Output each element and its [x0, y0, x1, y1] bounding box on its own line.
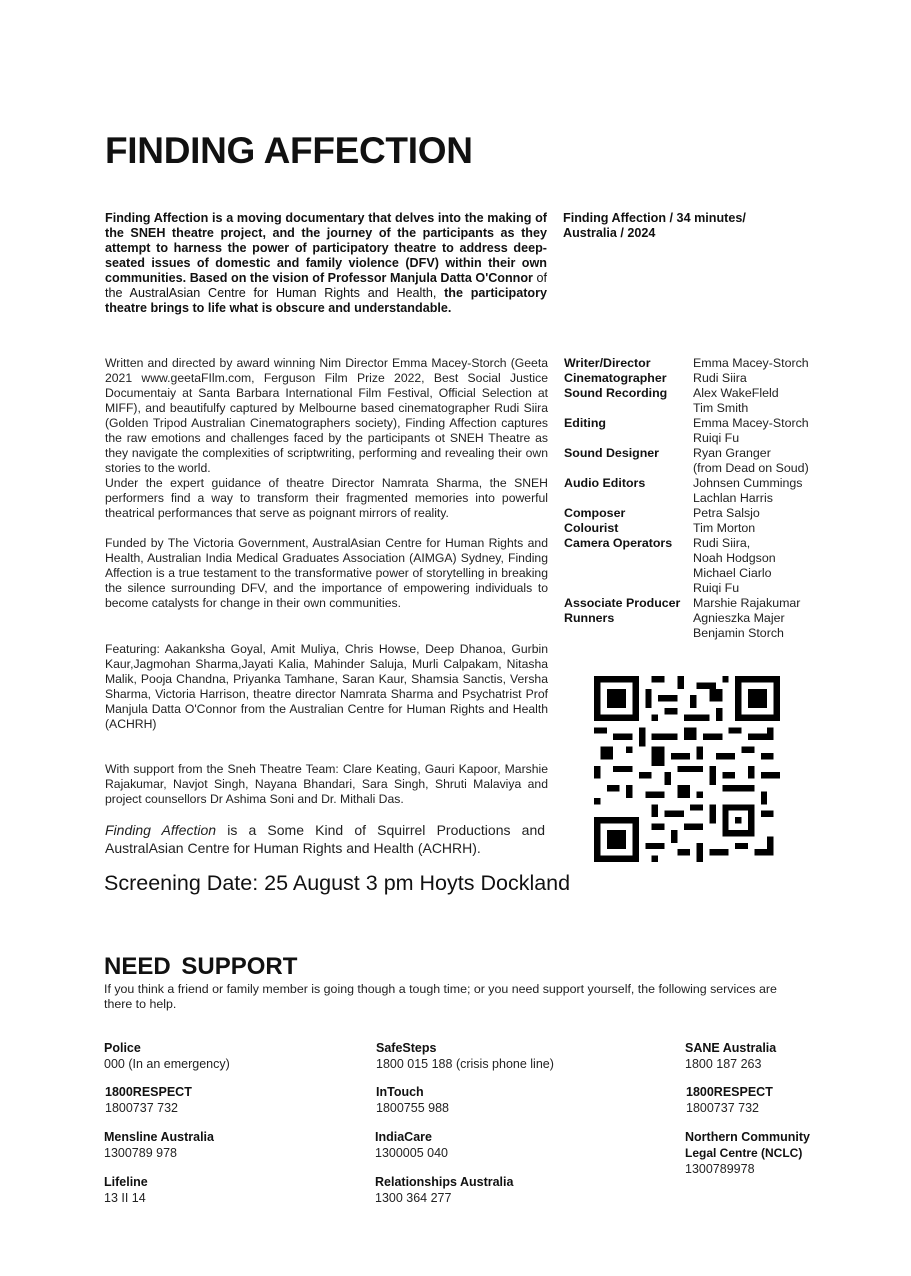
credit-row — [564, 416, 824, 446]
credits-list — [564, 356, 824, 641]
service-sane-australia: SANE Australia 1800 187 263 — [685, 1041, 777, 1071]
document-title: FINDING AFFECTION — [105, 130, 473, 171]
credit-row — [564, 521, 824, 536]
credit-row — [564, 356, 824, 371]
credit-name: Noah Hodgson — [693, 551, 776, 565]
credit-name: Rudi Siira — [693, 371, 747, 385]
credit-names — [693, 596, 800, 611]
paragraph-direction: Written and directed by award winning Nim Director Emma Macey-Storch (Geeta 2021 www.geetaFIlm.com, Ferguson Film Prize 2022, Best Social Justice Documentaiy at Santa Barbara International Film Festival, Official Selection at MIFF), and beautifulfy captured by Melbourne based cinematographer Rudi Siira (Golden Tripod Australian Cinematographers society), Finding Affection captures the raw emotions and challenges faced by the participants ot SNEH Theatre as they navigate the complexities of scriptwriting, performing and revealing their own stories to the world. — [105, 356, 548, 475]
credit-name: Ruiqi Fu — [693, 431, 740, 445]
service-indiacare: IndiaCare 1300005 040 — [375, 1130, 448, 1160]
service-1800respect: 1800RESPECT 1800737 732 — [105, 1085, 192, 1115]
credit-name: Benjamin Storch — [693, 626, 784, 640]
credit-name: Emma Macey-Storch — [693, 356, 809, 370]
intro-bold-text: Finding Affection is a moving documentary that delves into the making of the SNEH theatre project, and the journey of the participants as they attempt to harness the power of participatory theatre to address deep-seated issues of domestic and family violence (DFV) within their own communities. Based on the vision of Professor Manjula Datta O'Connor — [105, 211, 547, 285]
credit-name: Alex WakeFleld — [693, 386, 779, 400]
credit-name: Emma Macey-Storch — [693, 416, 809, 430]
credit-name: Petra Salsjo — [693, 506, 760, 520]
credit-name: Tim Morton — [693, 521, 756, 535]
credit-names — [693, 521, 755, 536]
production-text: is a Some Kind of Squirrel Productions and AustralAsian Centre for Human Rights and Health (ACHRH). — [105, 822, 546, 856]
credit-names — [693, 506, 760, 521]
paragraph-guidance: Under the expert guidance of theatre Director Namrata Sharma, the SNEH performers find a way to transform their fragmented memories into powerful theatrical performances that serve as poignant mirrors of reality. — [105, 476, 548, 520]
credit-role: Runners — [564, 611, 615, 625]
film-title-italic: Finding Affection — [105, 822, 217, 838]
paragraph-funding: Funded by The Victoria Government, AustralAsian Centre for Human Rights and Health, Australian India Medical Graduates Association (AIMGA) Sydney, Finding Affection is a true testament to the transformative power of storytelling in breaking the silence surrounding DFV, and the importance of empowering individuals to become catalysts for change in their own communities. — [105, 536, 548, 610]
service-intouch: InTouch 1800755 988 — [376, 1085, 449, 1115]
intro-plain-text: of the AustralAsian Centre for Human Rights and Health, — [105, 271, 547, 300]
credit-names — [693, 386, 779, 416]
film-meta: Finding Affection / 34 minutes/ Australia / 2024 — [563, 211, 746, 240]
credit-name: Johnsen Cummings — [693, 476, 803, 490]
credit-role: Sound Recording — [564, 386, 668, 400]
credit-name: Michael Ciarlo — [693, 566, 772, 580]
credit-role: Composer — [564, 506, 626, 520]
credit-role: Colourist — [564, 521, 619, 535]
credit-name: Rudi Siira, — [693, 536, 751, 550]
credit-role: Audio Editors — [564, 476, 646, 490]
credit-name: Lachlan Harris — [693, 491, 773, 505]
credit-names — [693, 536, 776, 596]
service-mensline: Mensline Australia 1300789 978 — [104, 1130, 214, 1160]
credit-role: Camera Operators — [564, 536, 673, 550]
service-1800respect-2: 1800RESPECT 1800737 732 — [686, 1085, 773, 1115]
paragraph-featuring: Featuring: Aakanksha Goyal, Amit Muliya, Chris Howse, Deep Dhanoa, Gurbin Kaur,Jagmohan Sharma,Jayati Kalia, Mahinder Saluja, Murli Calpakam, Nitasha Malik, Pooja Chandna, Priyanka Tamhane, Saran Kaur, Shamsia Sanctis, Versha Sharma, Victoria Harrison, theatre director Namrata Sharma and Psychatrist Prof Manjula Datta O'Connor from the Australian Centre for Human Rights and Health (ACHRH) — [105, 642, 548, 731]
credit-name: Ryan Granger — [693, 446, 771, 460]
credit-names — [693, 476, 803, 506]
service-lifeline: Lifeline 13 II 14 — [104, 1175, 148, 1205]
credit-row — [564, 476, 824, 506]
credit-row — [564, 446, 824, 476]
credit-row — [564, 506, 824, 521]
credit-names — [693, 416, 809, 446]
credit-names — [693, 371, 747, 386]
screening-date: Screening Date: 25 August 3 pm Hoyts Dockland — [104, 871, 571, 895]
credit-role: Cinematographer — [564, 371, 667, 385]
support-description: If you think a friend or family member is going though a tough time; or you need support yourself, the following services are there to help. — [104, 982, 777, 1011]
credit-name: Marshie Rajakumar — [693, 596, 801, 610]
credit-role: Sound Designer — [564, 446, 660, 460]
credit-name: (from Dead on Soud) — [693, 461, 809, 475]
credit-row — [564, 386, 824, 416]
credit-row — [564, 536, 824, 596]
credit-role: Writer/Director — [564, 356, 651, 370]
service-relationships-australia: Relationships Australia 1300 364 277 — [375, 1175, 514, 1205]
credit-role: Associate Producer — [564, 596, 681, 610]
credit-row — [564, 371, 824, 386]
credit-row — [564, 596, 824, 611]
credit-name: Tim Smith — [693, 401, 749, 415]
qr-code[interactable] — [594, 676, 780, 862]
paragraph-production — [105, 821, 545, 857]
credit-names — [693, 356, 809, 371]
paragraph-support-team: With support from the Sneh Theatre Team: Clare Keating, Gauri Kapoor, Marshie Rajakumar, Navjot Singh, Nayana Bhandari, Sara Singh, Shruti Malaviya and project counsellors Dr Ashima Soni and Dr. Mithali Das. — [105, 762, 548, 806]
credit-names — [693, 611, 785, 641]
credit-row — [564, 611, 824, 641]
service-police: Police 000 (In an emergency) — [104, 1041, 230, 1071]
credit-names — [693, 446, 809, 476]
credit-role: Editing — [564, 416, 606, 430]
credit-name: Ruiqi Fu — [693, 581, 740, 595]
support-heading: NEED SUPPORT — [104, 953, 298, 980]
credit-name: Agnieszka Majer — [693, 611, 785, 625]
intro-bold-ending: the participatory theatre brings to life what is obscure and understandable. — [105, 286, 547, 315]
service-nclc: Northern Community Legal Centre (NCLC) 1300789978 — [685, 1130, 810, 1176]
intro-paragraph — [105, 211, 547, 316]
service-safesteps: SafeSteps 1800 015 188 (crisis phone line) — [376, 1041, 554, 1071]
